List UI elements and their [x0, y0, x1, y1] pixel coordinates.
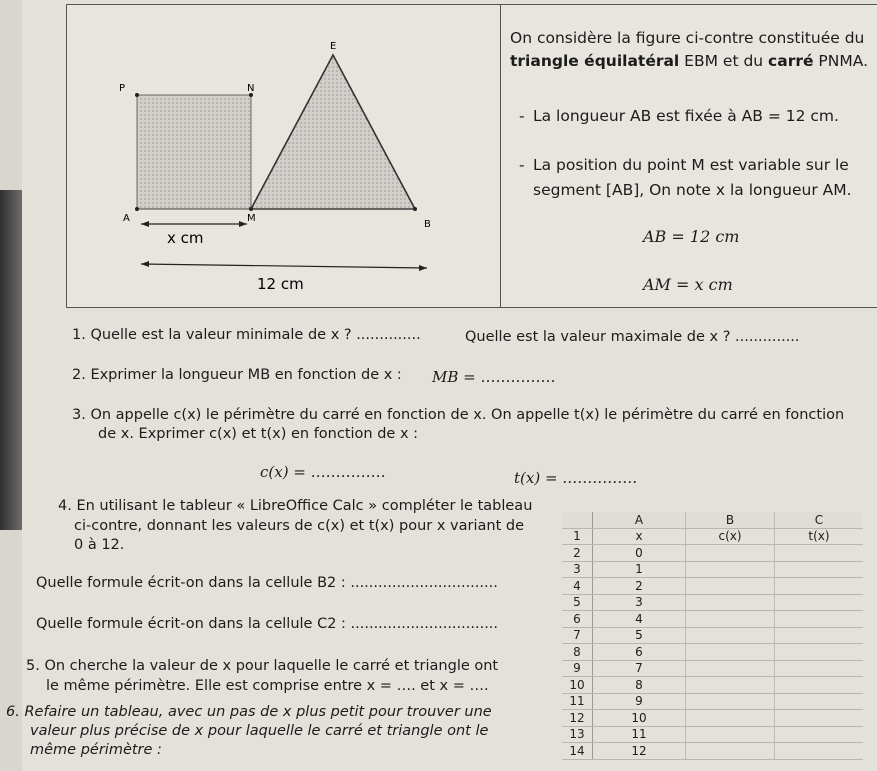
- table-row: [562, 644, 863, 661]
- row-number: 2: [562, 545, 593, 562]
- col-header-b: B: [686, 512, 775, 528]
- row-number: 11: [562, 693, 593, 710]
- cell-a: 0: [593, 545, 686, 562]
- cell-a: 4: [593, 611, 686, 628]
- table-row: [562, 594, 863, 611]
- cell-b: [686, 611, 775, 628]
- table-row: [562, 710, 863, 727]
- cell-c: t(x): [775, 528, 864, 545]
- row-number: 4: [562, 578, 593, 595]
- table-row: [562, 561, 863, 578]
- spreadsheet-header-row: [562, 512, 863, 528]
- cell-a: x: [593, 528, 686, 545]
- col-header-a: A: [593, 512, 686, 528]
- point-b: [413, 207, 417, 211]
- question-1b: Quelle est la valeur maximale de x ? ..............: [465, 329, 800, 345]
- table-row: [562, 528, 863, 545]
- cell-b: [686, 677, 775, 694]
- question-3-line-2: de x. Exprimer c(x) et t(x) en fonction de x :: [98, 426, 419, 442]
- col-header-corner: [562, 512, 593, 528]
- bullet-dash-2: -: [519, 156, 525, 174]
- table-row: [562, 726, 863, 743]
- dim-total-label: 12 cm: [257, 275, 304, 293]
- row-number: 12: [562, 710, 593, 727]
- cell-c: [775, 594, 864, 611]
- question-6-line-2: valeur plus précise de x pour laquelle le carré et triangle ont le: [30, 723, 489, 739]
- table-row: [562, 693, 863, 710]
- arrow-total: [141, 264, 427, 268]
- label-a: A: [123, 213, 130, 224]
- arrow-total-head-left: [141, 261, 149, 267]
- question-3-line-1: 3. On appelle c(x) le périmètre du carré en fonction de x. On appelle t(x) le périmètre du carré en fonction: [72, 407, 845, 423]
- cell-a: 11: [593, 726, 686, 743]
- cell-a: 10: [593, 710, 686, 727]
- row-number: 10: [562, 677, 593, 694]
- question-2: 2. Exprimer la longueur MB en fonction de x :: [72, 367, 402, 383]
- label-p: P: [119, 83, 126, 94]
- cell-b: [686, 627, 775, 644]
- cell-a: 12: [593, 743, 686, 760]
- triangle-ebm: [251, 55, 415, 209]
- question-3-t: t(x) = ……………: [514, 469, 638, 487]
- cell-a: 5: [593, 627, 686, 644]
- question-4-c2: Quelle formule écrit-on dans la cellule C2 : ................................: [36, 616, 499, 632]
- spreadsheet-body: [562, 528, 863, 759]
- cell-c: [775, 627, 864, 644]
- question-5-line-1: 5. On cherche la valeur de x pour laquelle le carré et triangle ont: [26, 658, 499, 674]
- cell-b: [686, 743, 775, 760]
- table-row: [562, 627, 863, 644]
- bullet-dash-1: -: [519, 107, 525, 125]
- intro-bold-carre: carré: [768, 52, 814, 70]
- cell-c: [775, 611, 864, 628]
- figure-box: [66, 4, 877, 308]
- question-1a: 1. Quelle est la valeur minimale de x ? ..............: [72, 327, 421, 343]
- cell-c: [775, 726, 864, 743]
- row-number: 13: [562, 726, 593, 743]
- bullet-1: [519, 104, 839, 129]
- geometry-figure: [67, 5, 501, 307]
- table-row: [562, 743, 863, 760]
- cell-b: c(x): [686, 528, 775, 545]
- cell-a: 6: [593, 644, 686, 661]
- question-2-answer: MB = ……………: [432, 368, 556, 386]
- row-number: 9: [562, 660, 593, 677]
- intro-mid: EBM et du: [679, 52, 769, 70]
- square-pnma: [137, 95, 251, 209]
- intro-end: PNMA.: [813, 52, 868, 70]
- table-row: [562, 660, 863, 677]
- cell-b: [686, 561, 775, 578]
- cell-b: [686, 693, 775, 710]
- cell-b: [686, 644, 775, 661]
- question-4-b2: Quelle formule écrit-on dans la cellule B2 : ................................: [36, 575, 498, 591]
- row-number: 5: [562, 594, 593, 611]
- cell-a: 3: [593, 594, 686, 611]
- bullet-1-text: La longueur AB est fixée à AB = 12 cm.: [533, 107, 839, 125]
- cell-a: 2: [593, 578, 686, 595]
- table-row: [562, 611, 863, 628]
- cell-c: [775, 710, 864, 727]
- row-number: 3: [562, 561, 593, 578]
- cell-b: [686, 545, 775, 562]
- table-row: [562, 677, 863, 694]
- row-number: 1: [562, 528, 593, 545]
- cell-b: [686, 660, 775, 677]
- question-4-line-1: 4. En utilisant le tableur « LibreOffice Calc » compléter le tableau: [58, 498, 533, 514]
- cell-a: 1: [593, 561, 686, 578]
- label-b: B: [424, 219, 431, 230]
- label-n: N: [247, 83, 255, 94]
- cell-c: [775, 677, 864, 694]
- bullet-2-line-1: La position du point M est variable sur le: [533, 156, 849, 174]
- question-5-line-2: le même périmètre. Elle est comprise entre x = …. et x = ….: [46, 678, 489, 694]
- cell-b: [686, 594, 775, 611]
- question-6-line-3: même périmètre :: [30, 742, 162, 758]
- intro-text: [510, 27, 877, 73]
- cell-c: [775, 644, 864, 661]
- spreadsheet-table: [562, 512, 863, 760]
- intro-line-2: [510, 50, 877, 73]
- worksheet-page: [6, 0, 877, 771]
- cell-a: 8: [593, 677, 686, 694]
- question-4-line-2: ci-contre, donnant les valeurs de c(x) et t(x) pour x variant de: [74, 518, 524, 534]
- arrow-total-head-right: [419, 265, 427, 271]
- cell-c: [775, 561, 864, 578]
- cell-c: [775, 545, 864, 562]
- question-6-line-1: 6. Refaire un tableau, avec un pas de x plus petit pour trouver une: [6, 704, 492, 720]
- row-number: 6: [562, 611, 593, 628]
- figure-divider: [500, 5, 501, 307]
- label-e: E: [330, 41, 337, 52]
- cell-c: [775, 578, 864, 595]
- bullet-2: [519, 153, 849, 178]
- cell-a: 7: [593, 660, 686, 677]
- col-header-c: C: [775, 512, 864, 528]
- point-p: [135, 93, 139, 97]
- cell-b: [686, 726, 775, 743]
- equation-ab: AB = 12 cm: [643, 227, 740, 246]
- point-m: [249, 207, 253, 211]
- intro-bold-triangle: triangle équilatéral: [510, 52, 680, 70]
- row-number: 14: [562, 743, 593, 760]
- cell-a: 9: [593, 693, 686, 710]
- arrow-x-head-right: [239, 221, 247, 227]
- question-4-line-3: 0 à 12.: [74, 537, 125, 553]
- dim-x-label: x cm: [167, 229, 204, 247]
- label-m: M: [247, 213, 256, 224]
- table-row: [562, 545, 863, 562]
- row-number: 7: [562, 627, 593, 644]
- equation-am: AM = x cm: [643, 275, 733, 294]
- question-3-c: c(x) = ……………: [260, 463, 386, 481]
- arrow-x-head-left: [141, 221, 149, 227]
- bullet-2-cont: segment [AB], On note x la longueur AM.: [533, 181, 852, 199]
- cell-c: [775, 660, 864, 677]
- intro-line-1: On considère la figure ci-contre constituée du: [510, 29, 865, 47]
- point-a: [135, 207, 139, 211]
- cell-b: [686, 710, 775, 727]
- cell-c: [775, 693, 864, 710]
- table-row: [562, 578, 863, 595]
- cell-c: [775, 743, 864, 760]
- row-number: 8: [562, 644, 593, 661]
- cell-b: [686, 578, 775, 595]
